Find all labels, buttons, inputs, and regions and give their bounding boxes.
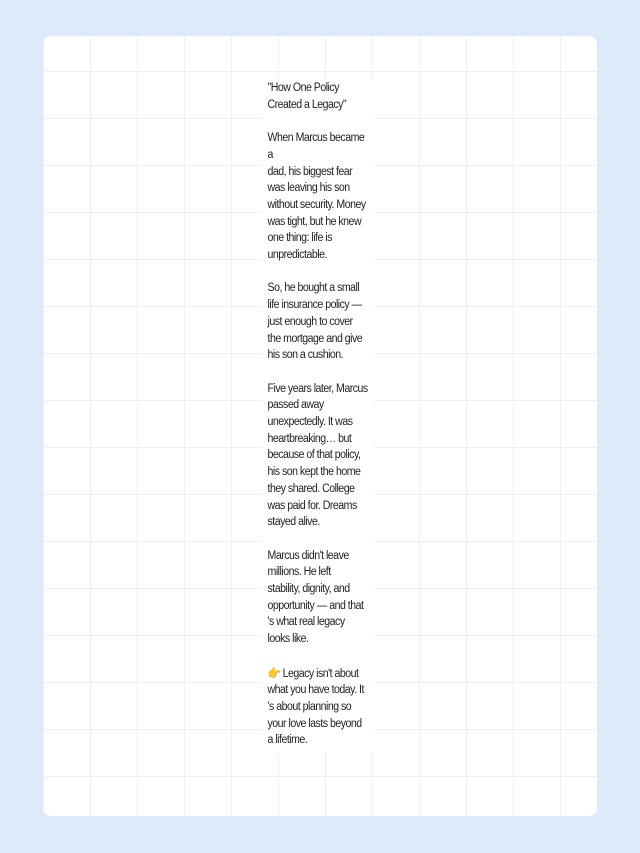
story-paragraph: So, he bought a small life insurance policy — just enough to cover the mortgage and give his son a cushion. (267, 282, 363, 362)
closing-text: Legacy isn't about what you have today. It 's about planning so your love lasts beyond a lifetime. (267, 667, 364, 747)
post-card (43, 36, 597, 816)
closing-paragraph (268, 665, 371, 750)
post-title: "How One Policy Created a Legacy" (267, 82, 347, 111)
story-paragraph: Five years later, Marcus passed away unexpectedly. It was heartbreaking… but because of that policy, his son kept the home they shared. College was paid for. Dreams stayed alive. (267, 382, 368, 529)
story-paragraph: Marcus didn't leave millions. He left stability, dignity, and opportunity — and that 's what real legacy looks like. (267, 549, 364, 646)
story-paragraph: When Marcus became a dad, his biggest fear was leaving his son without security. Money was tight, but he knew one thing: life is unpredictable. (267, 132, 366, 262)
post-text-column (262, 78, 374, 753)
pointing-hand-icon: 👉 (267, 665, 281, 680)
